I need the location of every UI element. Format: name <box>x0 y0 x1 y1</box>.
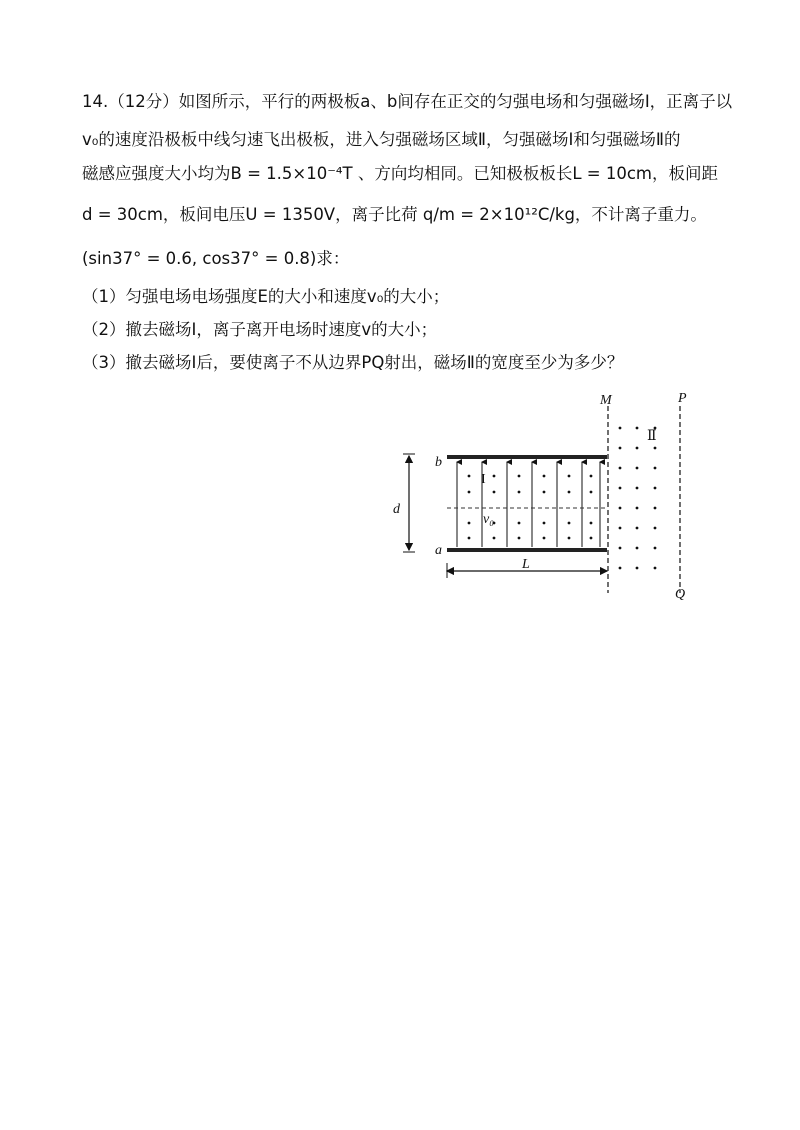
field-dot <box>619 427 622 430</box>
problem-text-line-3: 磁感应强度大小均为B = 1.5×10⁻⁴T 、方向均相同。已知极板板长L = 10cm，板间距 <box>82 164 718 183</box>
label-d: d <box>393 502 400 517</box>
field-dot <box>619 447 622 450</box>
field-dot <box>518 491 521 494</box>
field-dot <box>590 537 593 540</box>
field-dot <box>518 537 521 540</box>
label-Q: Q <box>675 587 686 602</box>
label-plate-a: a <box>435 543 442 558</box>
field-dot <box>654 527 657 530</box>
field-dot <box>636 527 639 530</box>
field-dot <box>636 447 639 450</box>
label-region-2: Ⅱ <box>647 429 657 444</box>
question-3: （3）撤去磁场Ⅰ后，要使离子不从边界PQ射出，磁场Ⅱ的宽度至少为多少？ <box>82 353 624 372</box>
field-dot <box>493 537 496 540</box>
field-dot <box>568 475 571 478</box>
label-L: L <box>522 557 530 572</box>
field-dot <box>518 475 521 478</box>
field-dot <box>543 475 546 478</box>
field-dot <box>543 491 546 494</box>
diagram-svg <box>385 388 715 613</box>
field-dot <box>568 491 571 494</box>
field-dot <box>654 547 657 550</box>
field-dot <box>636 507 639 510</box>
question-1: （1）匀强电场电场强度E的大小和速度v₀的大小； <box>82 287 450 306</box>
field-dot <box>568 522 571 525</box>
field-dot <box>468 475 471 478</box>
field-dot <box>636 427 639 430</box>
problem-text-line-1: 14.（12分）如图所示，平行的两极板a、b间存在正交的匀强电场和匀强磁场Ⅰ，正离子以 <box>82 92 733 111</box>
field-dot <box>590 475 593 478</box>
label-v0: v₀ <box>483 512 495 527</box>
field-dot <box>636 567 639 570</box>
label-region-1: I <box>481 472 486 487</box>
field-dot <box>468 522 471 525</box>
field-dot <box>619 507 622 510</box>
physics-diagram <box>385 388 715 613</box>
field-dot <box>590 522 593 525</box>
label-P: P <box>678 391 687 406</box>
field-dot <box>468 537 471 540</box>
field-dot <box>543 522 546 525</box>
field-dot <box>654 467 657 470</box>
magnetic-field-dots-region-2 <box>619 427 657 570</box>
field-dot <box>619 467 622 470</box>
magnetic-field-dots-region-1 <box>468 475 593 540</box>
field-dot <box>636 487 639 490</box>
electric-field-lines <box>457 462 600 547</box>
field-dot <box>493 475 496 478</box>
field-dot <box>493 491 496 494</box>
problem-text-line-2: v₀的速度沿极板中线匀速飞出极板，进入匀强磁场区域Ⅱ，匀强磁场Ⅰ和匀强磁场Ⅱ的 <box>82 130 681 149</box>
plate-b <box>447 455 607 459</box>
question-2: （2）撤去磁场Ⅰ，离子离开电场时速度v的大小； <box>82 320 438 339</box>
field-dot <box>654 507 657 510</box>
field-dot <box>543 537 546 540</box>
field-dot <box>654 567 657 570</box>
field-dot <box>636 467 639 470</box>
label-plate-b: b <box>435 455 442 470</box>
label-M: M <box>600 393 612 408</box>
plate-a <box>447 548 607 552</box>
problem-text-line-5: (sin37° = 0.6, cos37° = 0.8)求： <box>82 249 350 268</box>
field-dot <box>590 491 593 494</box>
field-dot <box>619 547 622 550</box>
field-dot <box>619 527 622 530</box>
field-dot <box>568 537 571 540</box>
field-dot <box>636 547 639 550</box>
problem-text-line-4: d = 30cm，板间电压U = 1350V，离子比荷 q/m = 2×10¹²C/kg，不计离子重力。 <box>82 205 707 224</box>
field-dot <box>619 487 622 490</box>
field-dot <box>518 522 521 525</box>
field-dot <box>654 447 657 450</box>
field-dot <box>654 487 657 490</box>
field-dot <box>468 491 471 494</box>
field-dot <box>619 567 622 570</box>
